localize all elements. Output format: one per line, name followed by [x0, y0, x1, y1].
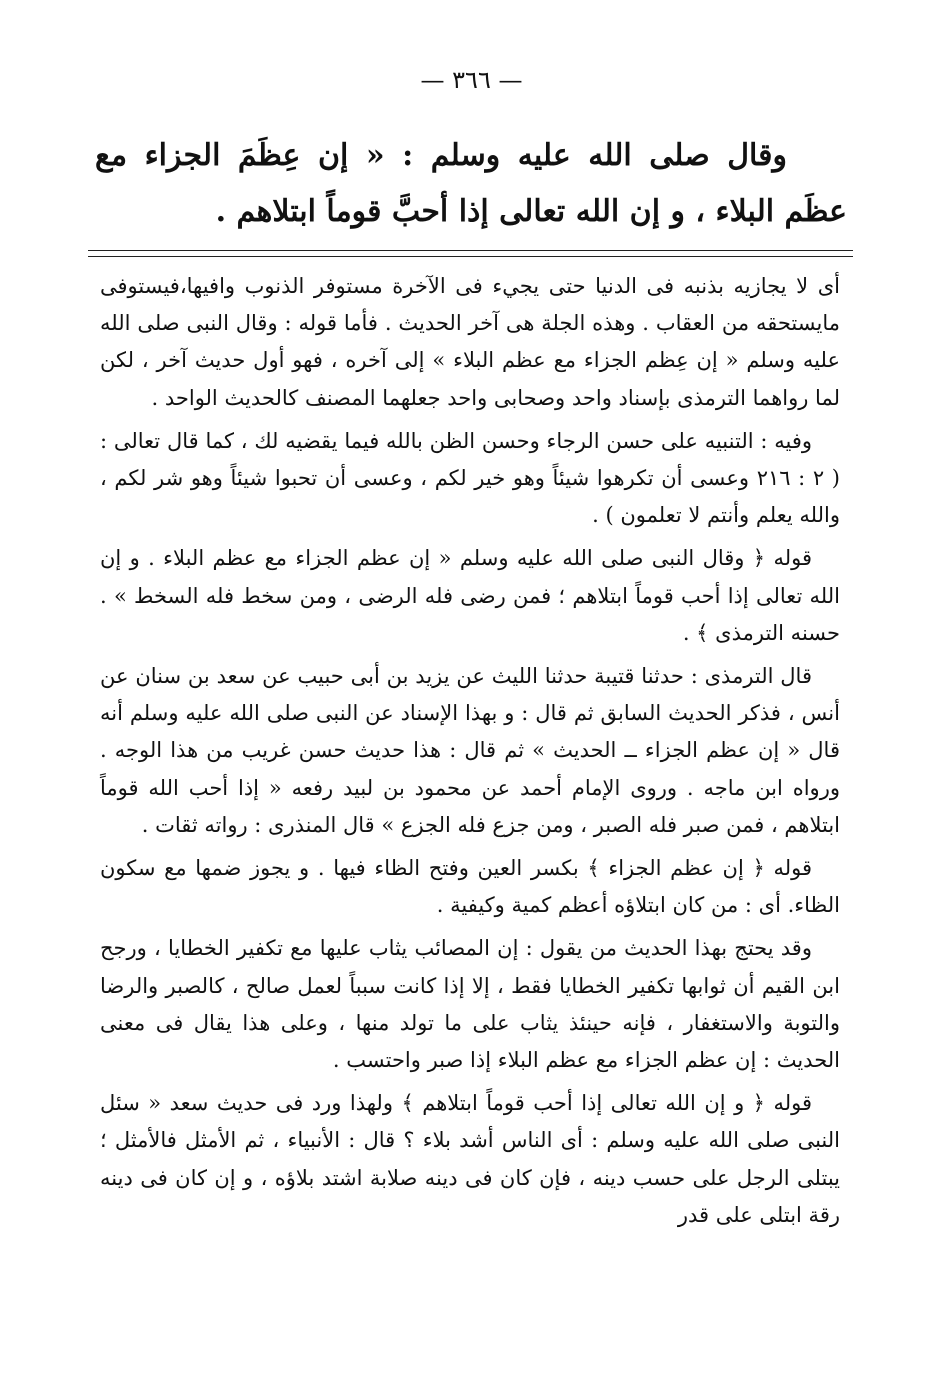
- commentary-paragraph-3: قوله ﴿ وقال النبى صلى الله عليه وسلم « إن عظم الجزاء مع عظم البلاء . و إن الله تعالى إذا أحب قوماً ابتلاهم ؛ فمن رضى فله الرضى ، ومن سخط فله السخط » . حسنه الترمذى ﴾ .: [100, 546, 840, 645]
- commentary-paragraph-7: قوله ﴿ و إن الله تعالى إذا أحب قوماً ابتلاهم ﴾ ولهذا ورد فى حديث سعد « سئل النبى صلى الله عليه وسلم : أى الناس أشد بلاء ؟ قال : الأنبياء ، ثم الأمثل فالأمثل ؛ يبتلى الرجل على حسب دينه ، فإن كان فى دينه صلابة اشتد بلاؤه ، و إن كان فى دينه رقة ابتلى على قدر: [100, 1091, 840, 1227]
- separator-line-top: [88, 250, 853, 251]
- page-number: — ٣٦٦ —: [420, 66, 523, 94]
- commentary: [100, 268, 840, 1240]
- hadith-paragraph: وقال صلى الله عليه وسلم : « إن عِظَمَ الجزاء مع عظَم البلاء ، و إن الله تعالى إذا أحبَّ قوماً ابتلاهم .: [95, 138, 847, 229]
- commentary-paragraph-1: أى لا يجازيه بذنبه فى الدنيا حتى يجيء فى الآخرة مستوفر الذنوب وافيها،فيستوفى مايستحقه من العقاب . وهذه الجلة هى آخر الحديث . فأما قوله : وقال النبى صلى الله عليه وسلم « إن عِظم الجزاء مع عظم البلاء » إلى آخره ، فهو أول حديث آخر ، لكن لما رواهما الترمذى بإسناد واحد وصحابى واحد جعلهما المصنف كالحديث الواحد .: [100, 274, 840, 410]
- commentary-paragraph-5: قوله ﴿ إن عظم الجزاء ﴾ بكسر العين وفتح الظاء فيها . و يجوز ضمها مع سكون الظاء. أى : من كان ابتلاؤه أعظم كمية وكيفية .: [100, 856, 840, 918]
- commentary-paragraph-4: قال الترمذى : حدثنا قتيبة حدثنا الليث عن يزيد بن أبى حبيب عن سعد بن سنان عن أنس ، فذكر الحديث السابق ثم قال : و بهذا الإسناد عن النبى صلى الله عليه وسلم أنه قال « إن عظم الجزاء ــ الحديث » ثم قال : هذا حديث حسن غريب من هذا الوجه . ورواه ابن ماجه . وروى الإمام أحمد عن محمود بن لبيد رفعه « إذا أحب الله قوماً ابتلاهم ، فمن صبر فله الصبر ، ومن جزع فله الجزع » قال المنذرى : رواته ثقات .: [100, 664, 840, 837]
- commentary-paragraph-6: وقد يحتج بهذا الحديث من يقول : إن المصائب يثاب عليها مع تكفير الخطايا ، ورجح ابن القيم أن ثوابها تكفير الخطايا فقط ، إلا إذا كانت سبباً لعمل صالح ، كالصبر والرضا والتوبة والاستغفار ، فإنه حينئذ يثاب على ما تولد منها ، وعلى هذا يقال فى معنى الحديث : إن عظم الجزاء مع عظم البلاء إذا صبر واحتسب .: [100, 936, 840, 1073]
- separator-line-bottom: [88, 256, 853, 257]
- commentary-paragraph-2: وفيه : التنبيه على حسن الرجاء وحسن الظن بالله فيما يقضيه لك ، كما قال تعالى : ( ٢ : ٢١٦ وعسى أن تكرهوا شيئاً وهو خير لكم ، وعسى أن تحبوا شيئاً وهو شر لكم ، والله يعلم وأنتم لا تعلمون ) .: [100, 428, 840, 528]
- hadith-text: [95, 128, 847, 240]
